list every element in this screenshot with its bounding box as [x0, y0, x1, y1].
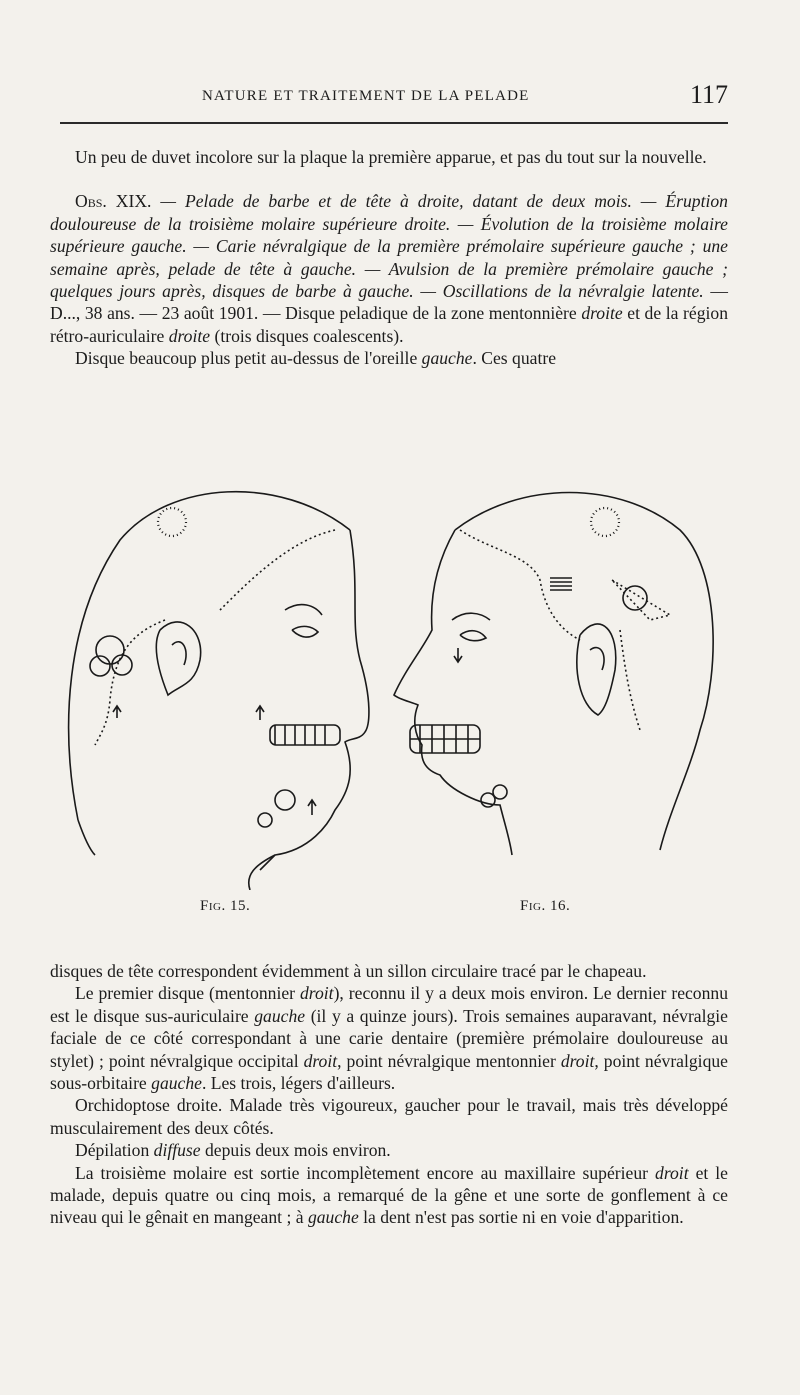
paragraph-text: la dent n'est pas sortie ni en voie d'apparition. [358, 1207, 684, 1228]
observation-summary: — Pelade de barbe et de tête à droite, datant de deux mois. — Éruption douloureuse de la troisième molaire supérieure droite. — Évolution de la troisième molaire supérieure gauche. — Carie névralgique de la première prémolaire supérieure gauche ; une semaine après, pelade de tête à gauche. — Avulsion de la première prémolaire gauche ; quelques jours après, disques de barbe à gauche. — Oscillations de la névralgie latente. [50, 191, 728, 302]
paragraph-text: , point névralgique sous-orbitaire [50, 1050, 728, 1094]
paragraph-text: , point névralgique mentonnier [337, 1050, 561, 1071]
fig15-pelade-spots [90, 530, 335, 827]
page-number: 117 [689, 80, 728, 109]
observation-text: et de la région rétro-auriculaire [50, 303, 728, 346]
observation-text: (trois disques coalescents). [210, 325, 404, 346]
paragraph-text: Le premier disque (mentonnier [75, 983, 300, 1004]
italic-word: gauche [151, 1073, 202, 1094]
paragraph [50, 1162, 728, 1229]
figure-16-caption: Fig. 16. [520, 898, 571, 914]
italic-word: gauche [254, 1005, 306, 1026]
italic-word: gauche [307, 1207, 359, 1228]
paragraph-text: (il y a quinze jours). Trois semaines auparavant, névralgie faciale de ce côté correspondant à une carie dentaire (première prémolaire douloureuse au stylet) ; point névralgique occipital [50, 1005, 728, 1071]
fig15-head-drawing [69, 492, 369, 890]
bottom-text [50, 960, 728, 1229]
paragraph [50, 1094, 728, 1139]
paragraph [50, 982, 728, 1094]
paragraph-text: ), reconnu il y a deux mois environ. Le dernier reconnu est le disque sus-auriculaire [50, 983, 728, 1026]
fig16-head-drawing [394, 493, 713, 856]
paragraph-text: Disque beaucoup plus petit au-dessus de l'oreille [75, 348, 422, 369]
italic-word: droit [655, 1162, 689, 1183]
observation-text: — D..., 38 ans. — 23 août 1901. — Disque peladique de la zone mentonnière [50, 281, 728, 324]
italic-word: droit [300, 983, 334, 1004]
italic-word: droite [168, 325, 211, 346]
paragraph-text: et le malade, depuis quatre ou cinq mois, a remarqué de la gêne et une sorte de gonflement à ce niveau qui le gênait en mangeant ; à [50, 1162, 728, 1228]
observation-label: Obs. XIX. [75, 191, 152, 212]
paragraph-text: Orchidoptose droite. Malade très vigoureux, gaucher pour le travail, mais très développé musculairement des deux côtés. [50, 1095, 728, 1138]
observation-paragraph [50, 190, 728, 347]
paragraph-text: Dépilation [75, 1140, 154, 1161]
italic-word: droit [560, 1050, 595, 1071]
paragraph [50, 960, 728, 982]
paragraph [50, 146, 728, 168]
figure-15-caption: Fig. 15. [200, 898, 251, 914]
italic-word: gauche [421, 348, 473, 369]
running-title: NATURE ET TRAITEMENT DE LA PELADE [202, 88, 530, 104]
header-rule [60, 122, 728, 124]
italic-word: droite [581, 303, 623, 324]
paragraph-text: disques de tête correspondent évidemment à un sillon circulaire tracé par le chapeau. [50, 961, 647, 981]
top-text [50, 146, 728, 370]
anatomical-figures [60, 470, 730, 890]
paragraph [50, 347, 728, 369]
paragraph-text: Un peu de duvet incolore sur la plaque la première apparue, et pas du tout sur la nouvelle. [75, 147, 707, 167]
paragraph [50, 1139, 728, 1161]
page-header [200, 80, 730, 120]
paragraph-text: . Les trois, légers d'ailleurs. [201, 1073, 396, 1094]
paragraph-text: La troisième molaire est sortie incomplètement encore au maxillaire supérieur [75, 1162, 656, 1183]
italic-word: droit [303, 1050, 338, 1071]
paragraph-text: . Ces quatre [472, 348, 557, 369]
italic-word: diffuse [153, 1140, 201, 1161]
paragraph-text: depuis deux mois environ. [200, 1140, 391, 1161]
